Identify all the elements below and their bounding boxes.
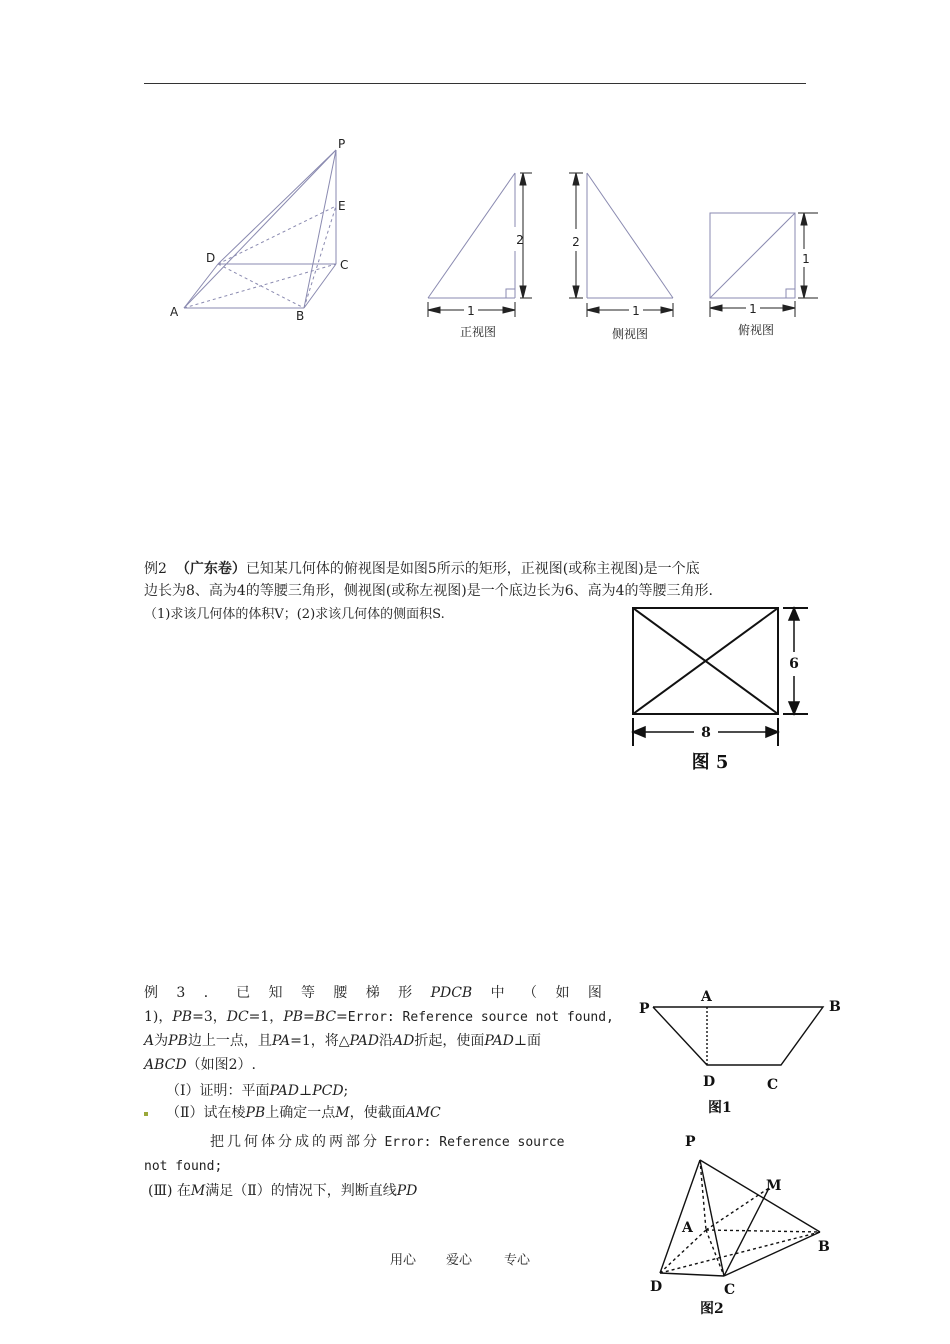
example3-q2-line2: 把几何体分成的两部分 Error: Reference source [210, 1134, 565, 1150]
top-view [700, 205, 825, 345]
example3-q2: （Ⅱ）试在棱PB上确定一点M，使截面AMC [166, 1105, 441, 1121]
fig1-A: A [701, 989, 712, 1005]
fig1-C: C [767, 1077, 779, 1093]
example3-q2-line3: not found; [144, 1159, 223, 1174]
trapezoid-figure1 [635, 985, 845, 1120]
top-height: 1 [802, 252, 810, 266]
example2-line3: （1)求该几何体的体积V；(2)求该几何体的侧面积S. [144, 607, 445, 622]
side-view [565, 165, 685, 345]
example3-line4: ABCD（如图2）. [144, 1057, 256, 1073]
example2-line2: 边长为8、高为4的等腰三角形，侧视图(或称左视图)是一个底边长为6、高为4的等腰三角形. [144, 583, 714, 599]
footer-yongxin: 用心 [390, 1253, 417, 1268]
side-height: 2 [572, 235, 580, 249]
example3-line2: 1)，PB=3，DC=1，PB=BC=Error: Reference source not found, [144, 1009, 614, 1025]
footer-aixin: 爱心 [446, 1253, 473, 1268]
fig5-height: 6 [789, 656, 799, 672]
front-height: 2 [516, 233, 524, 247]
label-P: P [338, 137, 346, 151]
top-base: 1 [749, 302, 757, 316]
fig2-caption: 图2 [700, 1301, 724, 1317]
label-A: A [170, 305, 179, 319]
fig5-width: 8 [701, 725, 711, 741]
figure5 [628, 604, 818, 779]
fig1-D: D [703, 1074, 716, 1090]
label-C: C [340, 258, 349, 272]
label-B: B [296, 309, 305, 323]
pyramid-figure [160, 130, 360, 330]
fig2-B: B [818, 1239, 830, 1255]
front-caption: 正视图 [459, 325, 497, 339]
bullet-marker [144, 1112, 148, 1116]
fig2-M: M [766, 1178, 782, 1194]
fig2-A: A [682, 1220, 693, 1236]
label-E: E [338, 199, 346, 213]
front-view [420, 165, 545, 345]
example2-line1: 例2 （广东卷）已知某几何体的俯视图是如图5所示的矩形，正视图(或称主视图)是一个底 [144, 561, 700, 577]
header-rule [144, 83, 806, 84]
front-base: 1 [467, 304, 475, 318]
footer-zhuanxin: 专心 [504, 1253, 531, 1268]
pyramid-figure2 [640, 1128, 845, 1320]
example3-line3: A为PB边上一点，且PA=1，将△PAD沿AD折起，使面PAD⊥面 [144, 1033, 541, 1049]
top-caption: 俯视图 [737, 323, 775, 337]
fig1-P: P [639, 1001, 650, 1017]
fig1-caption: 图1 [708, 1100, 732, 1116]
fig2-D: D [650, 1279, 663, 1295]
label-D: D [206, 251, 216, 265]
example3-line1: 例 3 ． 已 知 等 腰 梯 形 PDCB 中 （ 如 图 [144, 985, 602, 1001]
fig1-B: B [829, 999, 841, 1015]
example3-q3: (Ⅲ) 在M满足（Ⅱ）的情况下，判断直线PD [148, 1183, 418, 1199]
fig2-C: C [724, 1282, 736, 1298]
fig5-caption: 图 5 [691, 752, 729, 773]
side-base: 1 [632, 304, 640, 318]
side-caption: 侧视图 [611, 327, 649, 341]
example3-q1: （Ⅰ）证明：平面PAD⊥PCD; [166, 1083, 349, 1099]
fig2-P: P [685, 1134, 696, 1150]
